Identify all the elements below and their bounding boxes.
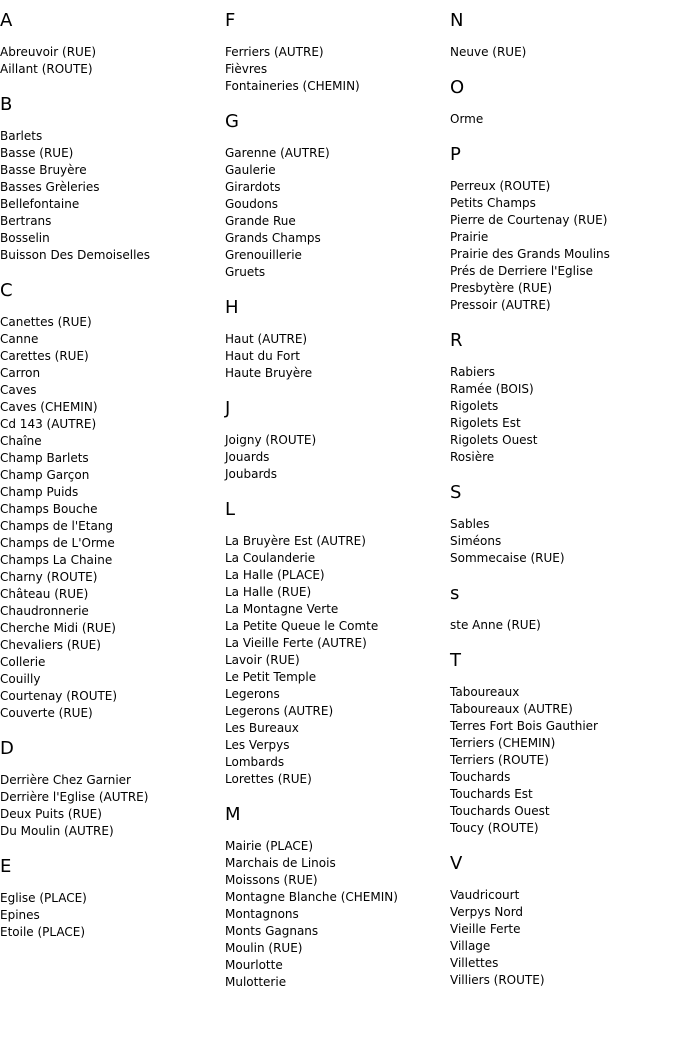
letter-section	[450, 77, 672, 128]
street-name-item: Charny (ROUTE)	[0, 570, 98, 584]
section-letter-heading: S	[450, 482, 462, 503]
letter-section	[225, 297, 447, 382]
street-name-item: Lombards	[225, 755, 285, 769]
letter-section	[450, 10, 672, 61]
street-name-item: Champ Puids	[0, 485, 79, 499]
street-name-item: Orme	[450, 112, 484, 126]
street-name-item: Sables	[450, 517, 490, 531]
street-name-item: Pierre de Courtenay (RUE)	[450, 213, 608, 227]
street-name-item: Rabiers	[450, 365, 495, 379]
street-name-item: Buisson Des Demoiselles	[0, 248, 151, 262]
section-letter-heading: H	[225, 297, 239, 318]
section-letter-heading: R	[450, 330, 463, 351]
street-name-item: Moulin (RUE)	[225, 941, 303, 955]
street-name-item: Ferriers (AUTRE)	[225, 45, 324, 59]
street-name-item: Mourlotte	[225, 958, 283, 972]
street-name-item: La Halle (RUE)	[225, 585, 312, 599]
section-letter-heading: T	[450, 650, 461, 671]
street-name-item: Touchards	[450, 770, 511, 784]
street-name-item: Moissons (RUE)	[225, 873, 318, 887]
street-name-item: Montagnons	[225, 907, 299, 921]
street-name-item: Toucy (ROUTE)	[450, 821, 539, 835]
street-name-item: Haut (AUTRE)	[225, 332, 308, 346]
street-name-item: Caves	[0, 383, 37, 397]
street-name-item: La Halle (PLACE)	[225, 568, 325, 582]
street-name-item: Bellefontaine	[0, 197, 80, 211]
street-name-item: Canne	[0, 332, 39, 346]
street-name-item: Verpys Nord	[450, 905, 524, 919]
street-name-item: Carettes (RUE)	[0, 349, 89, 363]
index-column-3	[450, 10, 672, 1005]
street-name-item: Prés de Derriere l'Eglise	[450, 264, 593, 278]
street-name-item: Bertrans	[0, 214, 52, 228]
street-name-item: Fontaineries (CHEMIN)	[225, 79, 360, 93]
letter-section	[225, 499, 447, 788]
section-letter-heading: V	[450, 853, 463, 874]
street-name-item: Joigny (ROUTE)	[225, 433, 317, 447]
street-name-item: Basse Bruyère	[0, 163, 87, 177]
street-name-item: Champs de l'Etang	[0, 519, 114, 533]
section-letter-heading: N	[450, 10, 464, 31]
street-name-item: Monts Gagnans	[225, 924, 319, 938]
street-name-item: Les Verpys	[225, 738, 290, 752]
letter-section	[0, 94, 222, 264]
street-name-item: Chevaliers (RUE)	[0, 638, 101, 652]
section-letter-heading: s	[450, 583, 460, 604]
street-name-item: Villettes	[450, 956, 499, 970]
street-name-item: Neuve (RUE)	[450, 45, 527, 59]
street-name-item: La Bruyère Est (AUTRE)	[225, 534, 366, 548]
street-name-item: Montagne Blanche (CHEMIN)	[225, 890, 398, 904]
street-name-item: Siméons	[450, 534, 502, 548]
street-name-item: Barlets	[0, 129, 43, 143]
section-letter-heading: P	[450, 144, 461, 165]
street-name-item: Bosselin	[0, 231, 50, 245]
street-name-item: Lavoir (RUE)	[225, 653, 300, 667]
street-name-item: Legerons (AUTRE)	[225, 704, 334, 718]
street-name-item: Couilly	[0, 672, 41, 686]
section-letter-heading: L	[225, 499, 236, 520]
street-name-item: Terriers (ROUTE)	[450, 753, 549, 767]
letter-section	[450, 330, 672, 466]
street-name-item: Gaulerie	[225, 163, 276, 177]
street-name-item: Le Petit Temple	[225, 670, 317, 684]
street-name-item: Grande Rue	[225, 214, 296, 228]
street-name-item: Touchards Est	[450, 787, 533, 801]
street-name-item: Presbytère (RUE)	[450, 281, 553, 295]
street-name-item: Girardots	[225, 180, 281, 194]
street-name-item: Collerie	[0, 655, 46, 669]
street-name-item: Canettes (RUE)	[0, 315, 92, 329]
street-name-item: Chaudronnerie	[0, 604, 89, 618]
street-name-item: Fièvres	[225, 62, 268, 76]
street-name-item: Les Bureaux	[225, 721, 299, 735]
street-name-item: Abreuvoir (RUE)	[0, 45, 97, 59]
letter-section	[450, 583, 672, 634]
street-name-item: Goudons	[225, 197, 279, 211]
street-name-item: Champ Barlets	[0, 451, 89, 465]
street-name-item: Grenouillerie	[225, 248, 302, 262]
street-name-item: Aillant (ROUTE)	[0, 62, 93, 76]
street-name-item: Perreux (ROUTE)	[450, 179, 551, 193]
letter-section	[0, 738, 222, 840]
street-name-item: Du Moulin (AUTRE)	[0, 824, 114, 838]
street-name-item: Terriers (CHEMIN)	[450, 736, 556, 750]
street-name-item: Ramée (BOIS)	[450, 382, 534, 396]
street-name-item: Villiers (ROUTE)	[450, 973, 545, 987]
street-name-item: La Petite Queue le Comte	[225, 619, 379, 633]
street-name-item: Village	[450, 939, 491, 953]
street-name-item: Taboureaux (AUTRE)	[450, 702, 573, 716]
street-name-item: Petits Champs	[450, 196, 536, 210]
section-letter-heading: J	[225, 398, 231, 419]
letter-section	[225, 804, 447, 991]
section-letter-heading: C	[0, 280, 13, 301]
section-letter-heading: A	[0, 10, 13, 31]
street-name-item: Caves (CHEMIN)	[0, 400, 98, 414]
street-name-item: Epines	[0, 908, 40, 922]
street-name-item: Cherche Midi (RUE)	[0, 621, 116, 635]
letter-section	[450, 650, 672, 837]
street-name-item: Rigolets Ouest	[450, 433, 538, 447]
section-letter-heading: D	[0, 738, 14, 759]
street-name-item: Vieille Ferte	[450, 922, 521, 936]
letter-section	[225, 111, 447, 281]
letter-section	[225, 10, 447, 95]
street-name-item: Marchais de Linois	[225, 856, 336, 870]
street-name-item: Courtenay (ROUTE)	[0, 689, 118, 703]
street-name-item: Joubards	[225, 467, 278, 481]
street-name-item: Prairie	[450, 230, 489, 244]
street-name-item: Champs La Chaine	[0, 553, 113, 567]
street-name-item: Legerons	[225, 687, 280, 701]
section-letter-heading: M	[225, 804, 241, 825]
street-name-item: Mairie (PLACE)	[225, 839, 314, 853]
street-name-item: Deux Puits (RUE)	[0, 807, 102, 821]
street-name-item: Gruets	[225, 265, 266, 279]
street-name-item: Eglise (PLACE)	[0, 891, 87, 905]
street-name-item: Grands Champs	[225, 231, 321, 245]
street-name-item: Derrière Chez Garnier	[0, 773, 131, 787]
letter-section	[225, 398, 447, 483]
street-name-item: Derrière l'Eglise (AUTRE)	[0, 790, 149, 804]
street-name-item: Rigolets Est	[450, 416, 521, 430]
letter-section	[0, 856, 222, 941]
street-name-item: Carron	[0, 366, 41, 380]
section-letter-heading: F	[225, 10, 236, 31]
street-name-item: Champs Bouche	[0, 502, 98, 516]
street-name-item: Touchards Ouest	[450, 804, 550, 818]
street-name-item: Basses Grèleries	[0, 180, 100, 194]
street-name-item: Garenne (AUTRE)	[225, 146, 330, 160]
section-letter-heading: E	[0, 856, 12, 877]
street-name-item: Haute Bruyère	[225, 366, 313, 380]
street-name-item: Sommecaise (RUE)	[450, 551, 565, 565]
street-name-item: Vaudricourt	[450, 888, 520, 902]
letter-section	[450, 853, 672, 989]
street-name-item: Champs de L'Orme	[0, 536, 115, 550]
street-name-item: Basse (RUE)	[0, 146, 74, 160]
street-name-item: La Vieille Ferte (AUTRE)	[225, 636, 367, 650]
street-name-item: Terres Fort Bois Gauthier	[450, 719, 598, 733]
section-letter-heading: B	[0, 94, 13, 115]
street-name-item: La Montagne Verte	[225, 602, 339, 616]
street-name-item: Rosière	[450, 450, 495, 464]
street-name-item: Pressoir (AUTRE)	[450, 298, 551, 312]
street-name-item: Couverte (RUE)	[0, 706, 93, 720]
index-column-2	[225, 10, 447, 1007]
index-column-1	[0, 10, 222, 957]
letter-section	[0, 280, 222, 722]
street-name-item: Château (RUE)	[0, 587, 89, 601]
section-letter-heading: G	[225, 111, 239, 132]
street-name-item: Chaîne	[0, 434, 42, 448]
letter-section	[450, 482, 672, 567]
street-name-item: Jouards	[225, 450, 270, 464]
street-name-item: Prairie des Grands Moulins	[450, 247, 610, 261]
street-name-item: Etoile (PLACE)	[0, 925, 86, 939]
letter-section	[450, 144, 672, 314]
street-name-item: Rigolets	[450, 399, 499, 413]
street-name-item: Haut du Fort	[225, 349, 300, 363]
street-name-item: Mulotterie	[225, 975, 287, 989]
street-name-item: Champ Garçon	[0, 468, 90, 482]
street-name-item: Taboureaux	[450, 685, 520, 699]
street-name-item: ste Anne (RUE)	[450, 618, 541, 632]
street-name-item: Cd 143 (AUTRE)	[0, 417, 97, 431]
letter-section	[0, 10, 222, 78]
street-name-item: Lorettes (RUE)	[225, 772, 312, 786]
street-name-item: La Coulanderie	[225, 551, 316, 565]
section-letter-heading: O	[450, 77, 465, 98]
